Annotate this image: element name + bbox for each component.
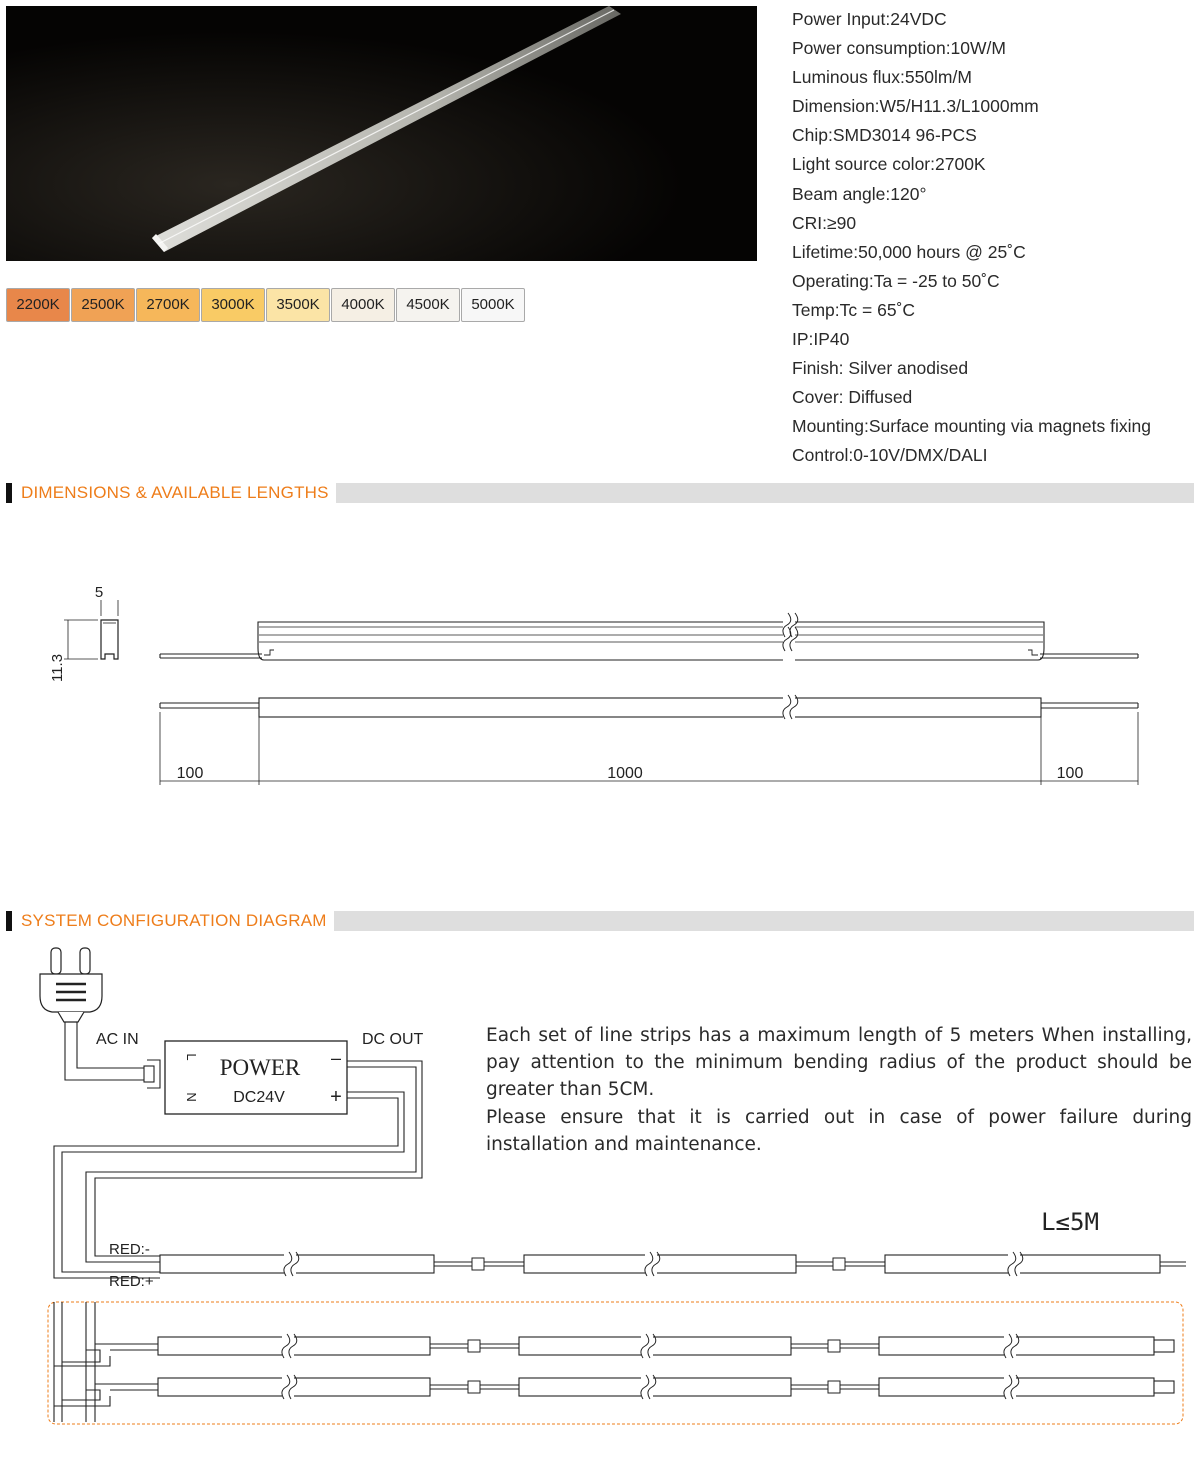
swatch-4500k[interactable]: 4500K <box>396 288 460 322</box>
connector-icon <box>828 1381 840 1393</box>
length-label: 1000 <box>607 765 643 782</box>
strip-chain-parallel-1 <box>158 1337 1174 1355</box>
lead-right-label: 100 <box>1056 765 1084 782</box>
parallel-extension-box <box>48 1302 1183 1424</box>
spec-dimension: Dimension:W5/H11.3/L1000mm <box>792 96 1039 117</box>
plug-icon <box>40 948 102 1022</box>
swatch-5000k[interactable]: 5000K <box>461 288 525 322</box>
swatch-3000k[interactable]: 3000K <box>201 288 265 322</box>
spec-luminous-flux: Luminous flux:550lm/M <box>792 67 972 88</box>
connector-icon <box>828 1340 840 1352</box>
spec-control: Control:0-10V/DMX/DALI <box>792 445 988 466</box>
spec-mounting: Mounting:Surface mounting via magnets fixing <box>792 416 1151 437</box>
installation-notes <box>486 1022 1192 1158</box>
red-minus-label: RED:- <box>109 1241 150 1258</box>
note-max-length: Each set of line strips has a maximum length of 5 meters When installing, pay attention to the minimum bending radius of the product should be greater than 5CM. <box>486 1025 1192 1101</box>
connector-icon <box>833 1258 845 1270</box>
dc-out-label: DC OUT <box>362 1031 424 1048</box>
profile-top-view <box>160 698 1138 785</box>
swatch-4000k[interactable]: 4000K <box>331 288 395 322</box>
width-dimension-label: 5 <box>94 584 104 601</box>
section-title: DIMENSIONS & AVAILABLE LENGTHS <box>21 483 329 502</box>
spec-light-color: Light source color:2700K <box>792 154 986 175</box>
power-supply <box>165 1041 347 1114</box>
spec-lifetime: Lifetime:50,000 hours @ 25˚C <box>792 241 1026 262</box>
spec-temp: Temp:Tc = 65˚C <box>792 299 916 320</box>
strip-chain-main <box>160 1255 1186 1273</box>
strip-chain-parallel-2 <box>158 1378 1174 1396</box>
terminal-l: L <box>184 1053 199 1061</box>
cross-section <box>64 600 118 659</box>
spec-cri: CRI:≥90 <box>792 212 857 233</box>
power-title: POWER <box>219 1055 301 1080</box>
power-voltage: DC24V <box>233 1089 285 1106</box>
spec-ip: IP:IP40 <box>792 329 850 350</box>
connector-icon <box>472 1258 484 1270</box>
swatch-3500k[interactable]: 3500K <box>266 288 330 322</box>
spec-chip: Chip:SMD3014 96-PCS <box>792 125 977 146</box>
max-length-label: L≤5M <box>1041 1208 1099 1236</box>
spec-power-consumption: Power consumption:10W/M <box>792 38 1006 59</box>
terminal-minus: – <box>330 1048 342 1068</box>
height-dimension-label: 11.3 <box>49 653 66 683</box>
spec-power-input: Power Input:24VDC <box>792 9 947 29</box>
profile-side-view <box>160 622 1138 660</box>
note-power-failure: Please ensure that it is carried out in case of power failure during installation and maintenance. <box>486 1106 1192 1155</box>
terminal-n: N <box>184 1092 199 1102</box>
connector-icon <box>468 1381 480 1393</box>
spec-cover: Cover: Diffused <box>792 387 913 408</box>
spec-beam-angle: Beam angle:120° <box>792 183 927 204</box>
spec-finish: Finish: Silver anodised <box>792 358 969 379</box>
swatch-2200k[interactable]: 2200K <box>6 288 70 322</box>
swatch-2700k[interactable]: 2700K <box>136 288 200 322</box>
ac-in-label: AC IN <box>96 1031 139 1048</box>
terminal-plus: + <box>330 1086 342 1108</box>
lead-left-label: 100 <box>176 765 204 782</box>
red-plus-label: RED:+ <box>109 1273 154 1290</box>
spec-operating: Operating:Ta = -25 to 50˚C <box>792 270 1000 291</box>
swatch-2500k[interactable]: 2500K <box>71 288 135 322</box>
connector-icon <box>468 1340 480 1352</box>
parallel-bus <box>54 1302 160 1422</box>
section-title: SYSTEM CONFIGURATION DIAGRAM <box>21 911 327 930</box>
